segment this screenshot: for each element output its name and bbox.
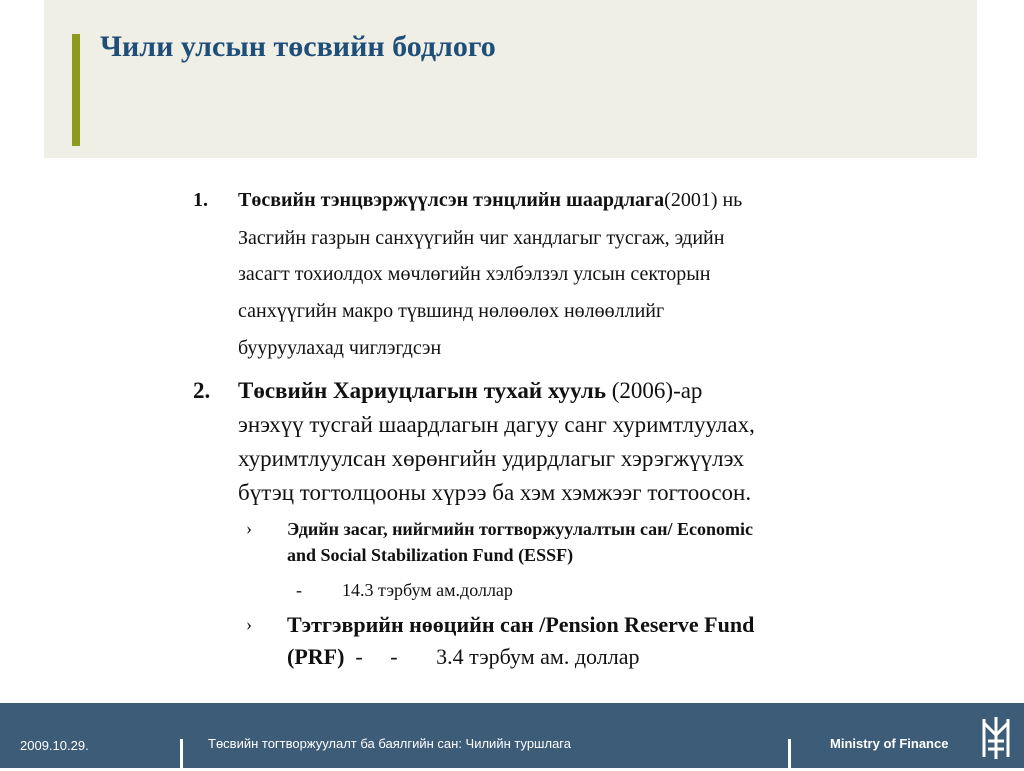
sub-bullet-icon: › (246, 614, 252, 634)
footer-divider (788, 739, 791, 771)
sub-item-text (287, 644, 639, 670)
sub-item-detail: 14.3 тэрбум ам.доллар (342, 580, 513, 600)
item-text-line: Засгийн газрын санхүүгийн чиг хандлагыг тусгаж, эдийн (238, 227, 725, 249)
footer-date: 2009.10.29. (20, 738, 89, 753)
sub-item-abbrev: (PRF) (287, 644, 345, 669)
item-text-line: санхүүгийн макро түвшинд нөлөөлөх нөлөөллийг (238, 300, 665, 322)
item-number: 2. (193, 378, 211, 403)
item-text-line: хуримтлуулсан хөрөнгийн удирдлагыг хэрэгжүүлэх (238, 446, 745, 471)
item-heading-suffix: (2006)-ар (606, 378, 703, 403)
footer-divider (180, 739, 183, 771)
detail-dash: - (296, 580, 302, 600)
item-first-line (238, 378, 702, 404)
item-heading-suffix: (2001) нь (664, 189, 743, 211)
item-text-line: засагт тохиолдох мөчлөгийн хэлбэлзэл улсын секторын (238, 263, 711, 285)
item-heading: Төсвийн тэнцвэржүүлсэн тэнцлийн шаардлага (238, 189, 665, 211)
ministry-monogram-icon (978, 715, 1014, 761)
item-text-line: бууруулахад чиглэгдсэн (238, 337, 442, 359)
item-text-line: энэхүү тусгай шаардлагын дагуу санг хуримтлуулах, (238, 412, 755, 437)
item-first-line (238, 189, 742, 212)
sub-item-text: Эдийн засаг, нийгмийн тогтворжуулалтын сан/ Economic (287, 519, 754, 539)
item-heading: Төсвийн Хариуцлагын тухай хууль (238, 378, 606, 403)
footer (0, 703, 1024, 768)
item-text-line: бүтэц тогтолцооны хүрээ ба хэм хэмжээг тогтоосон. (238, 480, 752, 505)
sub-item-text: Тэтгэврийн нөөцийн сан /Pension Reserve Fund (287, 612, 755, 637)
sub-item-text: and Social Stabilization Fund (ESSF) (287, 545, 574, 565)
item-number: 1. (193, 189, 208, 211)
sub-bullet-icon: › (246, 518, 252, 538)
footer-org: Ministry of Finance (830, 736, 949, 751)
sub-item-amount: - - 3.4 тэрбум ам. доллар (344, 644, 640, 669)
footer-subtitle: Төсвийн тогтворжуулалт ба баялгийн сан: Чилийн туршлага (208, 736, 571, 751)
slide-title: Чили улсын төсвийн бодлого (100, 30, 496, 63)
